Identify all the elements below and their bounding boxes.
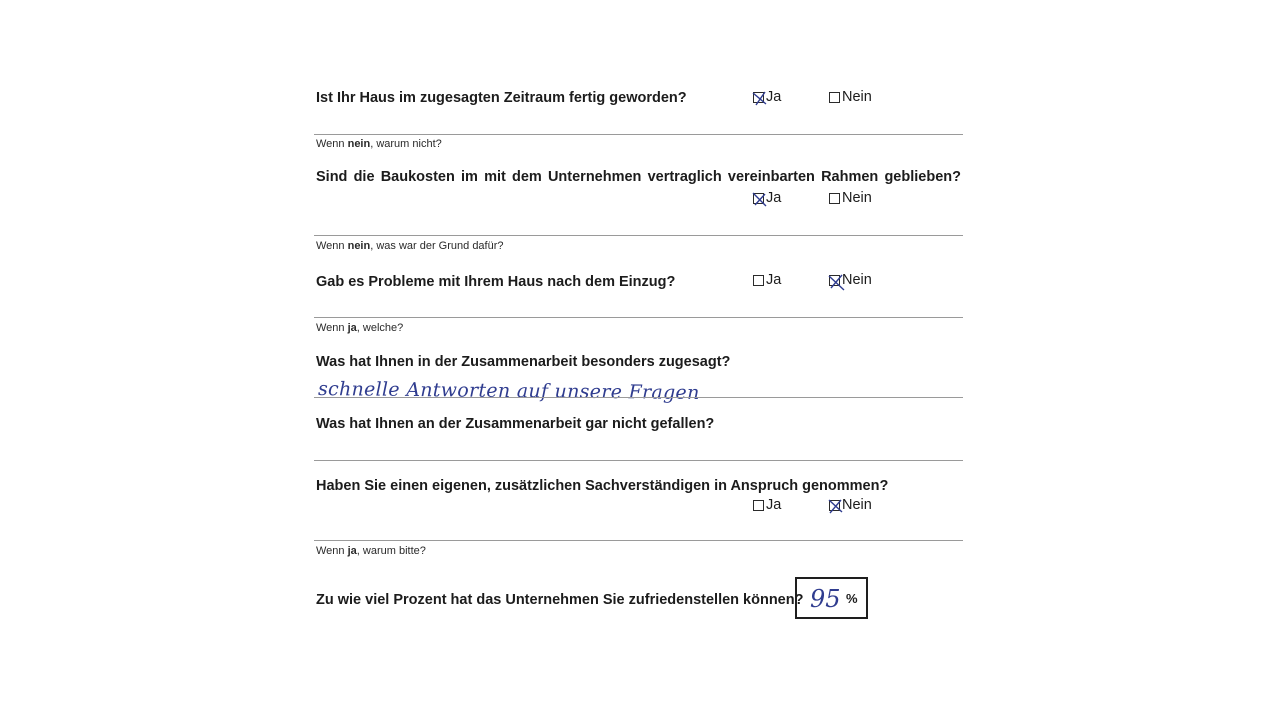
question-3: Gab es Probleme mit Ihrem Haus nach dem Einzug?: [316, 274, 676, 290]
question-5: Was hat Ihnen an der Zusammenarbeit gar nicht gefallen?: [316, 416, 715, 432]
divider: [314, 540, 963, 541]
q3-nein-checkbox[interactable]: [829, 275, 840, 286]
cross-mark-icon: [828, 499, 844, 515]
q2-nein-checkbox[interactable]: [829, 193, 840, 204]
cross-mark-icon: [752, 192, 768, 208]
q2-nein-label: Nein: [842, 190, 872, 206]
q2-ja-checkbox[interactable]: [753, 193, 764, 204]
cross-mark-icon: [752, 91, 768, 107]
q3-followup: Wenn ja, welche?: [316, 322, 404, 334]
q3-ja-checkbox[interactable]: [753, 275, 764, 286]
q1-nein-checkbox[interactable]: [829, 92, 840, 103]
q1-ja-checkbox[interactable]: [753, 92, 764, 103]
q1-option-nein[interactable]: [829, 89, 872, 105]
divider: [314, 397, 963, 398]
percent-handwritten-value: 95: [810, 585, 841, 613]
divider: [314, 317, 963, 318]
q2-option-ja[interactable]: [753, 190, 781, 206]
q6-ja-checkbox[interactable]: [753, 500, 764, 511]
cross-mark-icon: [828, 274, 846, 292]
q1-ja-label: Ja: [766, 89, 782, 105]
q2-option-nein[interactable]: [829, 190, 872, 206]
question-1: Ist Ihr Haus im zugesagten Zeitraum fertig geworden?: [316, 90, 687, 106]
q6-ja-label: Ja: [766, 497, 782, 513]
q3-option-nein[interactable]: [829, 272, 872, 288]
q2-followup: Wenn nein, was war der Grund dafür?: [316, 240, 504, 252]
q1-followup: Wenn nein, warum nicht?: [316, 138, 442, 150]
q6-nein-label: Nein: [842, 497, 872, 513]
q3-ja-label: Ja: [766, 272, 782, 288]
divider: [314, 134, 963, 135]
q6-option-nein[interactable]: [829, 497, 872, 513]
q1-option-ja[interactable]: [753, 89, 781, 105]
q2-ja-label: Ja: [766, 190, 782, 206]
question-6: Haben Sie einen eigenen, zusätzlichen Sachverständigen in Anspruch genommen?: [316, 478, 889, 494]
q4-handwritten-answer: schnelle Antworten auf unsere Fragen: [317, 378, 700, 404]
q1-nein-label: Nein: [842, 89, 872, 105]
divider: [314, 460, 963, 461]
q3-nein-label: Nein: [842, 272, 872, 288]
divider: [314, 235, 963, 236]
question-4: Was hat Ihnen in der Zusammenarbeit besonders zugesagt?: [316, 354, 731, 370]
percent-unit: %: [846, 591, 858, 606]
q6-followup: Wenn ja, warum bitte?: [316, 545, 426, 557]
question-7: Zu wie viel Prozent hat das Unternehmen Sie zufriedenstellen können?: [316, 592, 804, 608]
q3-option-ja[interactable]: [753, 272, 781, 288]
q6-option-ja[interactable]: [753, 497, 781, 513]
question-2: Sind die Baukosten im mit dem Unternehmen vertraglich vereinbarten Rahmen geblieben?: [316, 169, 961, 185]
q6-nein-checkbox[interactable]: [829, 500, 840, 511]
